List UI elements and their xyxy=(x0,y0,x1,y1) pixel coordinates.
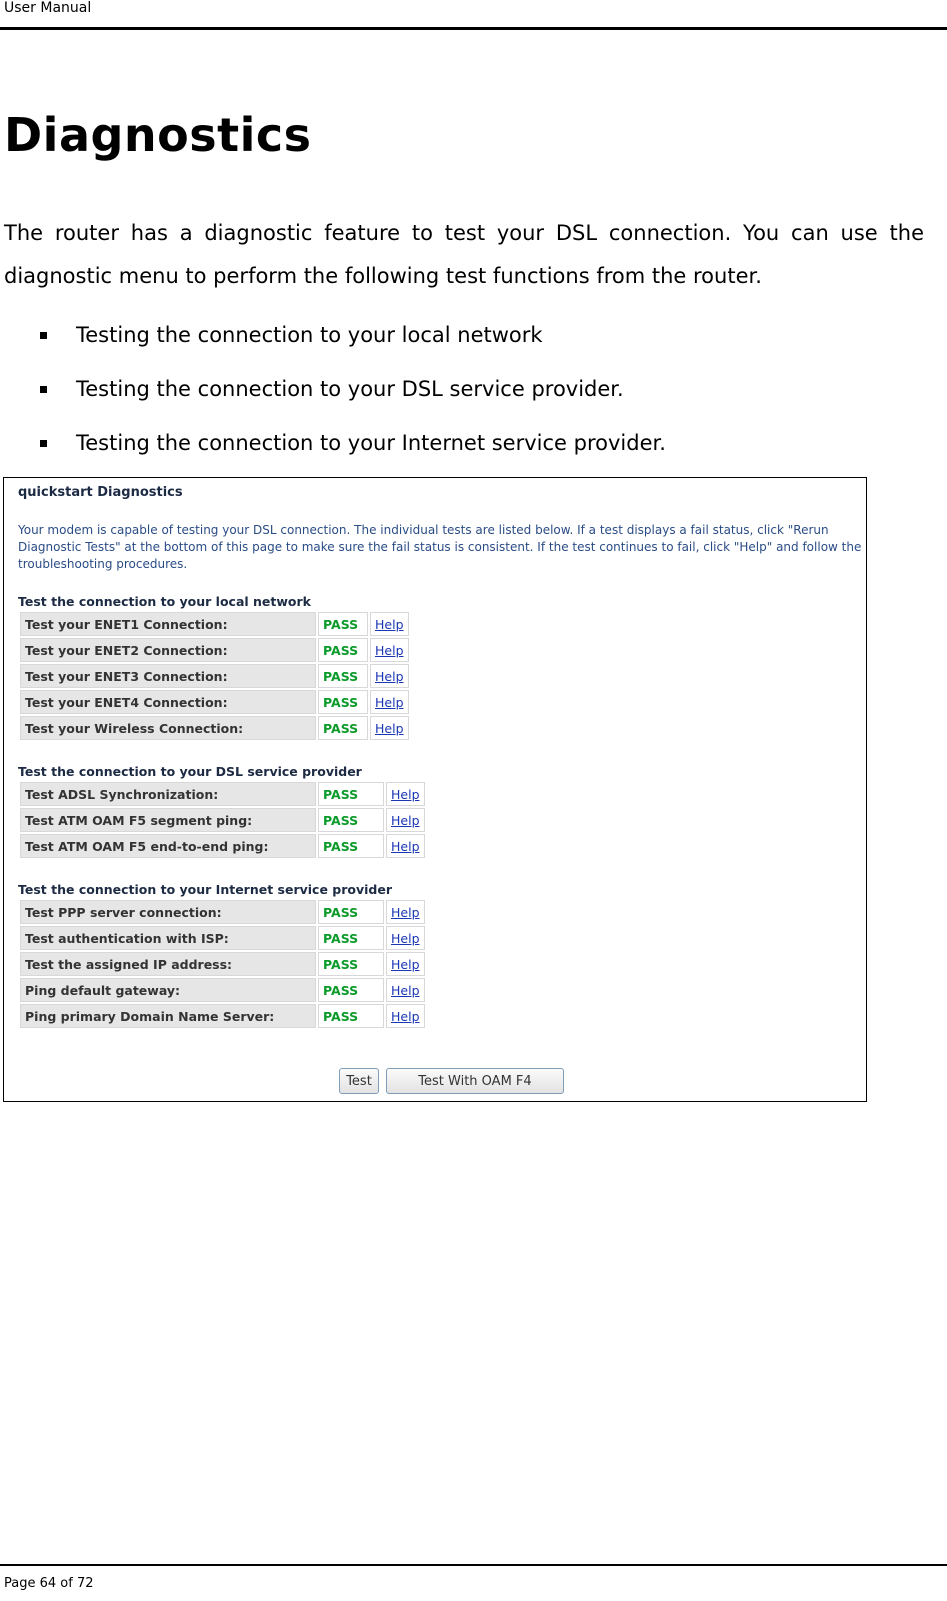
footer-divider xyxy=(0,1564,947,1566)
test-label: Test your ENET3 Connection: xyxy=(20,664,316,688)
list-item-text: Testing the connection to your Internet service provider. xyxy=(76,431,666,455)
table-row xyxy=(20,638,409,662)
intro-paragraph: The router has a diagnostic feature to test your DSL connection. You can use the diagnostic menu to perform the following test functions from the router. xyxy=(4,221,924,288)
test-result: PASS xyxy=(318,900,384,924)
test-button[interactable]: Test xyxy=(339,1068,379,1094)
document-header: User Manual xyxy=(4,0,92,16)
help-link[interactable]: Help xyxy=(391,904,420,920)
diagnostics-description: Your modem is capable of testing your DSL connection. The individual tests are listed below. If a test displays a fail status, click "Rerun Diagnostic Tests" at the bottom of this page to make sure the fail status is consistent. If the test continues to fail, click "Help" and follow the troubleshooting procedures. xyxy=(18,523,862,571)
test-result: PASS xyxy=(318,1004,384,1028)
table-row xyxy=(20,1004,425,1028)
help-link[interactable]: Help xyxy=(375,720,404,736)
help-link[interactable]: Help xyxy=(391,930,420,946)
table-row xyxy=(20,952,425,976)
table-row xyxy=(20,926,425,950)
table-row xyxy=(20,782,425,806)
section-heading-internet-provider: Test the connection to your Internet service provider xyxy=(18,882,393,897)
diagnostics-title: quickstart Diagnostics xyxy=(18,485,183,500)
test-result: PASS xyxy=(318,834,384,858)
table-row xyxy=(20,978,425,1002)
test-with-oam-f4-button[interactable]: Test With OAM F4 xyxy=(386,1068,564,1094)
table-row xyxy=(20,900,425,924)
help-link[interactable]: Help xyxy=(391,982,420,998)
test-result: PASS xyxy=(318,926,384,950)
test-label: Test your ENET2 Connection: xyxy=(20,638,316,662)
help-link[interactable]: Help xyxy=(391,1008,420,1024)
test-label: Test the assigned IP address: xyxy=(20,952,316,976)
table-row xyxy=(20,612,409,636)
test-label: Test ATM OAM F5 end-to-end ping: xyxy=(20,834,316,858)
test-label: Ping default gateway: xyxy=(20,978,316,1002)
table-row xyxy=(20,716,409,740)
test-function-list xyxy=(40,308,666,470)
test-result: PASS xyxy=(318,716,368,740)
test-result: PASS xyxy=(318,952,384,976)
page-title: Diagnostics xyxy=(4,108,312,162)
bullet-square-icon xyxy=(40,440,47,447)
test-result: PASS xyxy=(318,638,368,662)
help-link[interactable]: Help xyxy=(375,616,404,632)
list-item-text: Testing the connection to your DSL service provider. xyxy=(76,377,624,401)
section-heading-local-network: Test the connection to your local network xyxy=(18,594,311,609)
test-label: Ping primary Domain Name Server: xyxy=(20,1004,316,1028)
help-link[interactable]: Help xyxy=(375,694,404,710)
list-item xyxy=(40,308,666,362)
help-link[interactable]: Help xyxy=(391,812,420,828)
help-link[interactable]: Help xyxy=(391,838,420,854)
test-result: PASS xyxy=(318,978,384,1002)
test-result: PASS xyxy=(318,690,368,714)
help-link[interactable]: Help xyxy=(375,642,404,658)
test-result: PASS xyxy=(318,782,384,806)
test-label: Test your ENET4 Connection: xyxy=(20,690,316,714)
table-row xyxy=(20,664,409,688)
help-link[interactable]: Help xyxy=(391,956,420,972)
table-row xyxy=(20,808,425,832)
list-item xyxy=(40,362,666,416)
section-heading-dsl-provider: Test the connection to your DSL service provider xyxy=(18,764,362,779)
test-label: Test ATM OAM F5 segment ping: xyxy=(20,808,316,832)
local-network-tests-table xyxy=(18,610,411,742)
page-number: Page 64 of 72 xyxy=(4,1576,94,1591)
list-item-text: Testing the connection to your local network xyxy=(76,323,543,347)
test-label: Test ADSL Synchronization: xyxy=(20,782,316,806)
help-link[interactable]: Help xyxy=(375,668,404,684)
table-row xyxy=(20,690,409,714)
test-label: Test PPP server connection: xyxy=(20,900,316,924)
help-link[interactable]: Help xyxy=(391,786,420,802)
bullet-square-icon xyxy=(40,332,47,339)
header-divider xyxy=(0,27,947,30)
test-label: Test your ENET1 Connection: xyxy=(20,612,316,636)
test-result: PASS xyxy=(318,664,368,688)
bullet-square-icon xyxy=(40,386,47,393)
list-item xyxy=(40,416,666,470)
test-result: PASS xyxy=(318,808,384,832)
dsl-provider-tests-table xyxy=(18,780,427,860)
table-row xyxy=(20,834,425,858)
test-result: PASS xyxy=(318,612,368,636)
test-label: Test authentication with ISP: xyxy=(20,926,316,950)
diagnostics-screenshot xyxy=(3,477,867,1102)
internet-provider-tests-table xyxy=(18,898,427,1030)
test-label: Test your Wireless Connection: xyxy=(20,716,316,740)
